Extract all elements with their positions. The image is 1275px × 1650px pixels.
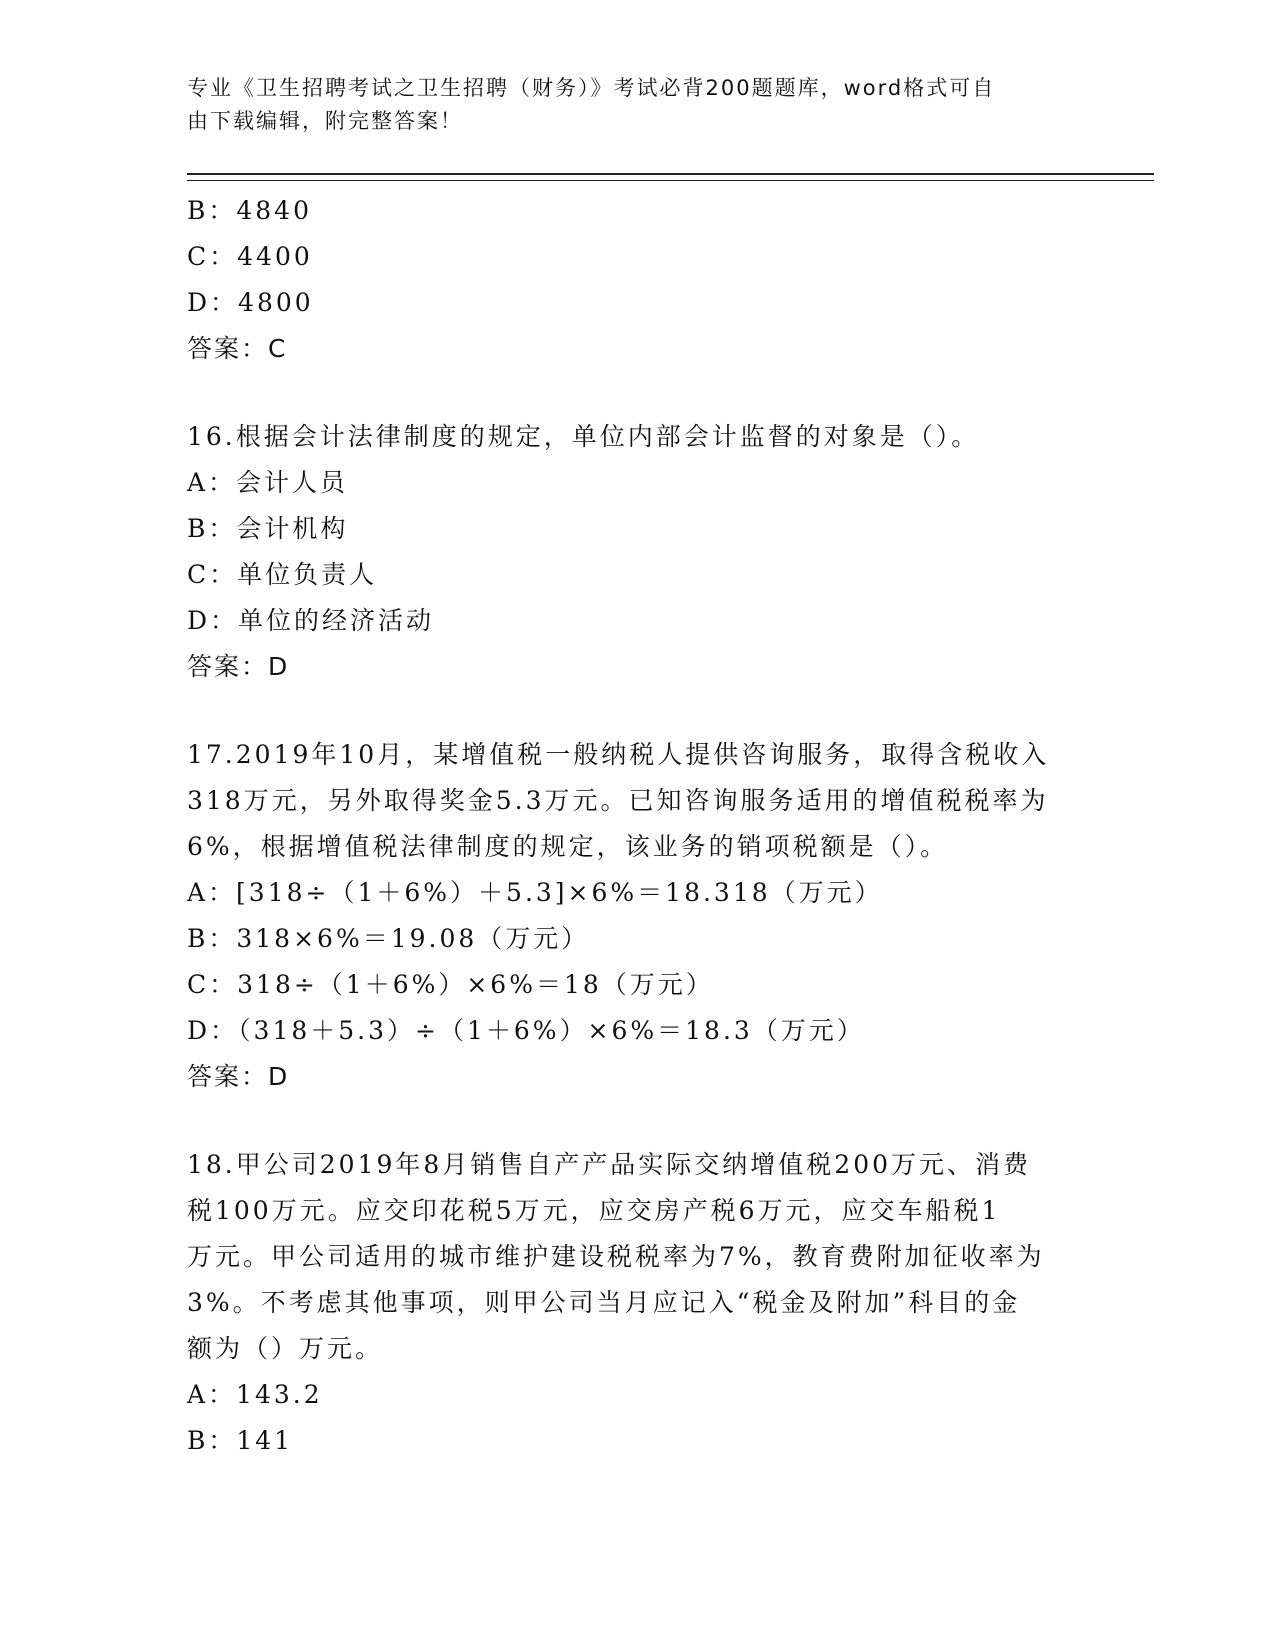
option-b: B：会计机构: [187, 514, 349, 543]
question-18: [187, 1142, 1087, 1464]
option-d: D：4800: [187, 288, 314, 317]
spacer: [187, 1100, 1087, 1142]
option-c: C：单位负责人: [187, 560, 378, 589]
option-c: C：4400: [187, 242, 313, 271]
header-rule-thin: [187, 180, 1154, 181]
header-line-2: 由下载编辑，附完整答案！: [187, 109, 463, 133]
question-15-continued: [187, 188, 1087, 372]
option-b: B：318×6%＝19.08（万元）: [187, 924, 590, 953]
question-stem: 16.根据会计法律制度的规定，单位内部会计监督的对象是（）。: [187, 422, 980, 451]
option-a: A：[318÷（1＋6%）＋5.3]×6%＝18.318（万元）: [187, 878, 883, 907]
question-17: [187, 732, 1087, 1100]
question-stem-line-3: 万元。甲公司适用的城市维护建设税税率为7%，教育费附加征收率为: [187, 1242, 1045, 1271]
document-header: [187, 72, 1067, 138]
answer-line: 答案：C: [187, 334, 288, 363]
question-stem-line-3: 6%，根据增值税法律制度的规定，该业务的销项税额是（）。: [187, 832, 949, 861]
spacer: [187, 690, 1087, 732]
question-stem-line-5: 额为（）万元。: [187, 1334, 384, 1363]
question-stem-line-4: 3%。不考虑其他事项，则甲公司当月应记入“税金及附加”科目的金: [187, 1288, 1021, 1317]
question-stem-line-1: 18.甲公司2019年8月销售自产产品实际交纳增值税200万元、消费: [187, 1150, 1032, 1179]
question-stem-line-2: 税100万元。应交印花税5万元，应交房产税6万元，应交车船税1: [187, 1196, 1001, 1225]
option-b: B：4840: [187, 196, 312, 225]
option-d: D：单位的经济活动: [187, 606, 435, 635]
option-a: A：143.2: [187, 1380, 323, 1409]
question-stem-line-1: 17.2019年10月，某增值税一般纳税人提供咨询服务，取得含税收入: [187, 740, 1050, 769]
answer-line: 答案：D: [187, 652, 290, 681]
option-c: C：318÷（1＋6%）×6%＝18（万元）: [187, 970, 714, 999]
answer-line: 答案：D: [187, 1062, 290, 1091]
question-stem-line-2: 318万元，另外取得奖金5.3万元。已知咨询服务适用的增值税税率为: [187, 786, 1049, 815]
option-d: D：（318＋5.3）÷（1＋6%）×6%＝18.3（万元）: [187, 1016, 865, 1045]
header-line-1: 专业《卫生招聘考试之卫生招聘（财务）》考试必背200题题库，word格式可自: [187, 76, 996, 100]
spacer: [187, 372, 1087, 414]
question-16: [187, 414, 1087, 690]
header-rule-thick: [187, 173, 1154, 175]
document-body: [187, 188, 1087, 1464]
option-a: A：会计人员: [187, 468, 349, 497]
option-b: B：141: [187, 1426, 294, 1455]
